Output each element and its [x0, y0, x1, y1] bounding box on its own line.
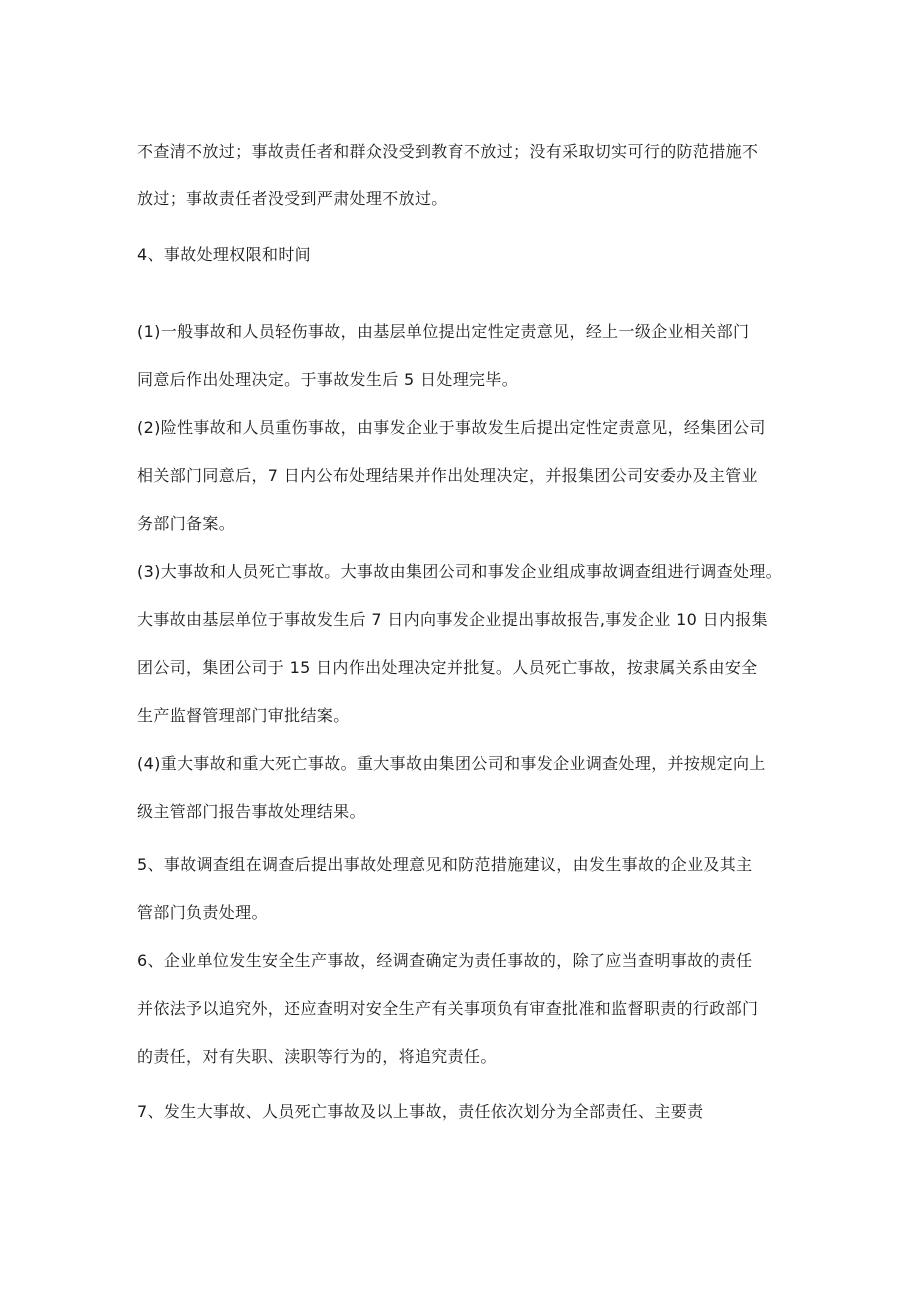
text-line-12: 生产监督管理部门审批结案。: [137, 706, 350, 725]
text-line-7: 相关部门同意后，7 日内公布处理结果并作出处理决定，并报集团公司安委办及主管业: [137, 466, 758, 485]
text-line-11: 团公司，集团公司于 15 日内作出处理决定并批复。人员死亡事故，按隶属关系由安全: [137, 658, 758, 677]
text-line-9: (3)大事故和人员死亡事故。大事故由集团公司和事发企业组成事故调查组进行调查处理。: [137, 562, 783, 581]
text-line-13: (4)重大事故和重大死亡事故。重大事故由集团公司和事发企业调查处理，并按规定向上: [137, 754, 766, 773]
text-line-20: 7、发生大事故、人员死亡事故及以上事故，责任依次划分为全部责任、主要责: [137, 1102, 704, 1121]
text-line-5: 同意后作出处理决定。于事故发生后 5 日处理完毕。: [137, 370, 519, 389]
text-line-17: 6、企业单位发生安全生产事故，经调查确定为责任事故的，除了应当查明事故的责任: [137, 951, 753, 970]
text-line-18: 并依法予以追究外，还应查明对安全生产有关事项负有审查批准和监督职责的行政部门: [137, 999, 759, 1018]
text-line-6: (2)险性事故和人员重伤事故，由事发企业于事故发生后提出定性定责意见，经集团公司: [137, 418, 766, 437]
section-heading-4: 4、事故处理权限和时间: [137, 245, 312, 264]
text-line-10: 大事故由基层单位于事故发生后 7 日内向事发企业提出事故报告,事发企业 10 日内报集: [137, 610, 769, 629]
text-line-4: (1)一般事故和人员轻伤事故，由基层单位提出定性定责意见，经上一级企业相关部门: [137, 322, 750, 341]
text-line-14: 级主管部门报告事故处理结果。: [137, 802, 366, 821]
text-line-16: 管部门负责处理。: [137, 903, 268, 922]
text-line-19: 的责任，对有失职、渎职等行为的，将追究责任。: [137, 1047, 497, 1066]
text-line-8: 务部门备案。: [137, 514, 236, 533]
text-line-1: 不查清不放过；事故责任者和群众没受到教育不放过；没有采取切实可行的防范措施不: [137, 142, 759, 161]
text-line-15: 5、事故调查组在调查后提出事故处理意见和防范措施建议，由发生事故的企业及其主: [137, 855, 753, 874]
text-line-2: 放过；事故责任者没受到严肃处理不放过。: [137, 189, 448, 208]
